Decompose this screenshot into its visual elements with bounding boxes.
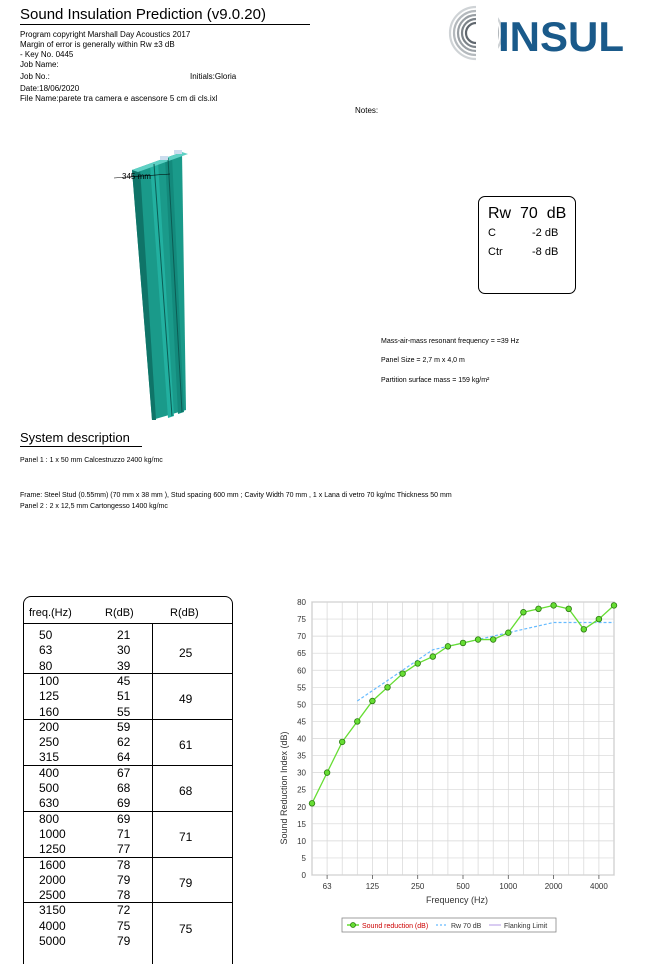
margin-line: Margin of error is generally within Rw ±3 dB (20, 40, 175, 49)
sound-reduction-point (475, 637, 481, 643)
page-title: Sound Insulation Prediction (v9.0.20) (20, 6, 266, 23)
table-r-cell: 75 (117, 918, 131, 933)
table-freq-cell: 400 (39, 765, 60, 780)
table-r-cell: 55 (117, 704, 131, 719)
table-octave-cell: 75 (179, 921, 193, 936)
table-r-cell: 67 (117, 765, 131, 780)
panel-1-line: Panel 1 : 1 x 50 mm Calcestruzzo 2400 kg/mc (20, 457, 163, 464)
insul-logo (448, 4, 638, 62)
table-r-cell: 64 (117, 750, 131, 765)
rw-value: Rw 70 dB (488, 205, 567, 222)
system-description-underline (20, 446, 142, 447)
table-freq-cell: 100 (39, 673, 60, 688)
y-tick-label: 65 (297, 649, 306, 659)
table-freq-cell: 125 (39, 689, 60, 704)
sound-reduction-point (324, 770, 330, 776)
legend-rw: Rw 70 dB (451, 923, 482, 930)
sound-reduction-point (339, 739, 345, 745)
c-value: -2 dB (532, 227, 559, 239)
table-freq-cell: 800 (39, 811, 60, 826)
table-octave-cell: 25 (179, 646, 193, 661)
y-tick-label: 10 (297, 836, 306, 846)
logo-text: INSUL (498, 13, 624, 60)
system-description-title: System description (20, 430, 130, 445)
legend-flanking: Flanking Limit (504, 923, 548, 930)
surface-mass: Partition surface mass = 159 kg/m² (381, 377, 490, 384)
y-tick-label: 30 (297, 768, 306, 778)
table-freq-cell: 500 (39, 781, 60, 795)
y-tick-label: 25 (297, 785, 306, 795)
key-line: - Key No. 0445 (20, 50, 74, 59)
table-octave-cell: 71 (179, 829, 193, 844)
sound-reduction-point (566, 606, 572, 612)
table-freq-cell: 4000 (39, 918, 66, 933)
sound-reduction-point (355, 719, 361, 725)
panel-2-line: Panel 2 : 2 x 12,5 mm Cartongesso 1400 kg/mc (20, 503, 168, 510)
table-r-cell: 62 (117, 735, 131, 750)
job-no-line: Job No.: (20, 72, 50, 81)
table-header-rule (24, 623, 232, 624)
sound-reduction-point (536, 606, 542, 612)
table-freq-cell: 315 (39, 750, 60, 765)
copyright-line: Program copyright Marshall Day Acoustics 2017 (20, 30, 191, 39)
file-name-line: File Name:parete tra camera e ascensore 5 cm di cls.ixl (20, 94, 218, 103)
y-tick-label: 0 (301, 871, 306, 880)
wall-dimension-label: 345 mm (122, 172, 151, 181)
sound-reduction-point (400, 671, 406, 677)
table-r-cell: 77 (117, 842, 131, 857)
table-freq-cell: 2500 (39, 888, 66, 903)
table-r-cell: 45 (117, 673, 131, 688)
table-freq-cell: 1000 (39, 826, 66, 841)
table-freq-cell: 50 (39, 628, 53, 642)
sound-reduction-point (596, 616, 602, 622)
sound-reduction-point (370, 698, 376, 704)
table-r-cell: 68 (117, 781, 131, 795)
rating-box (478, 196, 576, 294)
table-r-cell: 21 (117, 628, 131, 642)
table-r-cell: 71 (117, 826, 131, 841)
header-r-third: R(dB) (105, 607, 134, 619)
title-underline (20, 24, 310, 25)
y-tick-label: 75 (297, 615, 306, 625)
table-freq-cell: 630 (39, 796, 60, 811)
table-r-cell: 39 (117, 658, 131, 673)
table-r-cell: 79 (117, 934, 131, 948)
sound-reduction-point (415, 661, 421, 667)
sound-reduction-point (506, 630, 512, 636)
x-tick-label: 63 (322, 882, 332, 891)
table-r-cell: 69 (117, 811, 131, 826)
table-freq-cell: 160 (39, 704, 60, 719)
c-label: C (488, 227, 496, 239)
table-r-cell: 69 (117, 796, 131, 811)
y-tick-label: 80 (297, 598, 306, 607)
table-r-cell: 78 (117, 857, 131, 872)
x-tick-label: 1000 (499, 882, 518, 891)
sound-reduction-point (309, 801, 315, 807)
ctr-label: Ctr (488, 246, 503, 258)
legend-sound-reduction: Sound reduction (dB) (362, 923, 429, 930)
table-freq-cell: 80 (39, 658, 53, 673)
date-line: Date:18/06/2020 (20, 84, 80, 93)
table-freq-cell: 1600 (39, 857, 66, 872)
y-tick-label: 45 (297, 717, 306, 727)
x-tick-label: 500 (456, 882, 470, 891)
table-r-cell: 79 (117, 872, 131, 887)
sound-reduction-point (490, 637, 496, 643)
table-freq-cell: 63 (39, 643, 53, 658)
table-r-cell: 72 (117, 903, 131, 918)
table-group-divider (24, 857, 232, 858)
table-column-divider (152, 623, 153, 964)
table-r-cell: 78 (117, 888, 131, 903)
x-tick-label: 2000 (544, 882, 563, 891)
x-tick-label: 250 (411, 882, 425, 891)
sound-reduction-point (430, 654, 436, 660)
ctr-value: -8 dB (532, 246, 559, 258)
table-group-divider (24, 719, 232, 720)
sound-reduction-point (521, 609, 527, 615)
table-group-divider (24, 811, 232, 812)
y-tick-label: 20 (297, 802, 306, 812)
table-freq-cell: 5000 (39, 934, 66, 948)
sound-reduction-point (551, 603, 557, 609)
sound-reduction-point (460, 640, 466, 646)
frame-line: Frame: Steel Stud (0.55mm) (70 mm x 38 mm ), Stud spacing 600 mm ; Cavity Width 70 mm , 1 x Lana di vetro 70 kg/mc Thickness 50 mm (20, 492, 452, 499)
sound-reduction-point (445, 644, 451, 650)
x-axis-label: Frequency (Hz) (425, 895, 489, 905)
chart-legend (342, 918, 556, 932)
y-tick-label: 70 (297, 632, 306, 642)
y-tick-label: 60 (297, 666, 306, 676)
table-freq-cell: 250 (39, 735, 60, 750)
notes-label: Notes: (355, 106, 379, 115)
table-octave-cell: 79 (179, 875, 193, 890)
sound-reduction-point (611, 603, 617, 609)
table-freq-cell: 3150 (39, 903, 66, 918)
table-r-cell: 59 (117, 719, 131, 734)
job-name-line: Job Name: (20, 60, 59, 69)
table-freq-cell: 1250 (39, 842, 66, 857)
resonant-frequency: Mass-air-mass resonant frequency = =39 Hz (381, 338, 520, 345)
table-group-divider (24, 673, 232, 674)
y-tick-label: 35 (297, 751, 306, 761)
header-freq: freq.(Hz) (29, 607, 72, 619)
header-r-octave: R(dB) (170, 607, 199, 619)
table-group-divider (24, 902, 232, 903)
sound-reduction-point (385, 685, 391, 691)
table-freq-cell: 2000 (39, 872, 66, 887)
y-tick-label: 15 (297, 819, 306, 829)
table-r-cell: 51 (117, 689, 131, 704)
x-tick-label: 4000 (590, 882, 608, 891)
y-axis-label: Sound Reduction Index (dB) (279, 731, 289, 845)
sound-reduction-chart (270, 592, 620, 942)
x-tick-label: 125 (365, 882, 380, 891)
table-group-divider (24, 765, 232, 766)
table-freq-cell: 200 (39, 719, 60, 734)
y-tick-label: 40 (297, 734, 306, 744)
y-tick-label: 55 (297, 683, 306, 693)
sound-reduction-point (581, 627, 587, 633)
results-table (23, 596, 233, 964)
y-tick-label: 50 (297, 700, 306, 710)
y-tick-label: 5 (301, 853, 306, 863)
initials-line: Initials:Gloria (190, 72, 237, 81)
panel-size: Panel Size = 2,7 m x 4,0 m (381, 357, 465, 364)
table-octave-cell: 61 (179, 738, 193, 753)
table-r-cell: 30 (117, 643, 131, 658)
wall-3d-image (110, 140, 210, 425)
table-octave-cell: 68 (179, 784, 193, 798)
table-octave-cell: 49 (179, 692, 193, 707)
